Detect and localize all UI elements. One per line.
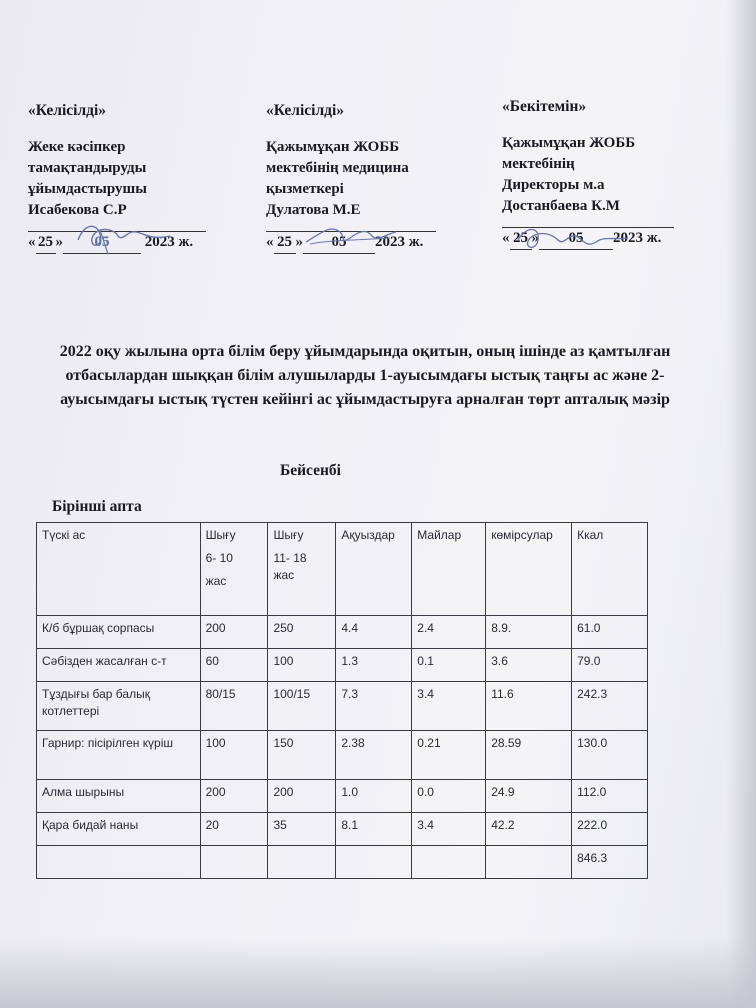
approval-signer-name: Исабекова С.Р <box>28 202 127 218</box>
header-kcal: Ккал <box>572 523 648 616</box>
table-total-row <box>37 846 648 879</box>
menu-table <box>36 522 648 879</box>
approval-block-entrepreneur <box>28 100 206 254</box>
cell-output-11-18: 250 <box>268 616 336 649</box>
cell-fat: 3.4 <box>412 813 486 846</box>
week-label: Бірінші апта <box>52 498 142 515</box>
cell-output-11-18: 200 <box>268 780 336 813</box>
cell-meal: Қара бидай наны <box>37 813 201 846</box>
approval-line: Қажымұқан ЖОББ <box>266 139 400 155</box>
cell-kcal: 222.0 <box>572 813 648 846</box>
cell-fat: 0.0 <box>412 780 486 813</box>
approval-line: Жеке кәсіпкер <box>28 139 126 155</box>
approval-block-medical <box>266 100 436 254</box>
cell-output-11-18: 100 <box>268 649 336 682</box>
cell-protein: 1.0 <box>336 780 412 813</box>
cell-meal: Алма шырыны <box>37 780 201 813</box>
cell-protein: 4.4 <box>336 616 412 649</box>
cell-output-6-10: 200 <box>200 780 268 813</box>
page-shadow-edge <box>726 0 756 1008</box>
header-output-6-10: Шығу 6- 10 жас <box>200 523 268 616</box>
approval-line: қызметкері <box>266 181 344 197</box>
table-row <box>37 731 648 780</box>
cell-carbs: 3.6 <box>486 649 572 682</box>
cell-output-6-10: 200 <box>200 616 268 649</box>
signature-line <box>28 223 206 232</box>
cell-carbs: 28.59 <box>486 731 572 780</box>
cell-meal: Тұздығы бар балық котлеттері <box>37 682 201 731</box>
cell-kcal: 79.0 <box>572 649 648 682</box>
cell-output-11-18: 100/15 <box>268 682 336 731</box>
signature-line <box>502 219 674 228</box>
cell-fat: 0.1 <box>412 649 486 682</box>
cell-kcal-total: 846.3 <box>572 846 648 879</box>
approval-heading: «Келісілді» <box>266 102 345 119</box>
cell-fat: 2.4 <box>412 616 486 649</box>
cell-output-11-18: 35 <box>268 813 336 846</box>
cell-carbs: 24.9 <box>486 780 572 813</box>
cell-protein: 2.38 <box>336 731 412 780</box>
cell-meal: К/б бұршақ сорпасы <box>37 616 201 649</box>
approval-heading: «Келісілді» <box>28 102 107 119</box>
cell-carbs: 8.9. <box>486 616 572 649</box>
table-header-row <box>37 523 648 616</box>
header-meal: Түскі ас <box>37 523 201 616</box>
cell-fat <box>412 846 486 879</box>
cell-output-6-10: 20 <box>200 813 268 846</box>
cell-carbs: 11.6 <box>486 682 572 731</box>
approval-date: « 25 » 05 2023 ж. <box>28 232 206 254</box>
approval-line: Қажымұқан ЖОББ <box>502 135 636 151</box>
cell-output-11-18: 150 <box>268 731 336 780</box>
table-row <box>37 682 648 731</box>
approval-heading: «Бекітемін» <box>502 98 587 115</box>
approval-block-director <box>502 96 674 250</box>
cell-fat: 0.21 <box>412 731 486 780</box>
approval-line: тамақтандыруды <box>28 160 147 176</box>
cell-fat: 3.4 <box>412 682 486 731</box>
cell-protein: 1.3 <box>336 649 412 682</box>
approval-line: ұйымдастырушы <box>28 181 147 197</box>
header-protein: Ақуыздар <box>336 523 412 616</box>
cell-protein: 8.1 <box>336 813 412 846</box>
signature-line <box>266 223 436 232</box>
table-row <box>37 813 648 846</box>
table-row <box>37 780 648 813</box>
cell-carbs: 42.2 <box>486 813 572 846</box>
page-shadow-bottom <box>0 938 756 1008</box>
approval-date: « 25 » 05 2023 ж. <box>502 228 674 250</box>
day-of-week: Бейсенбі <box>280 462 341 479</box>
approval-signer-name: Дулатова М.Е <box>266 202 361 218</box>
cell-output-11-18 <box>268 846 336 879</box>
cell-meal <box>37 846 201 879</box>
approval-line: мектебінің <box>502 156 575 172</box>
cell-carbs <box>486 846 572 879</box>
cell-meal: Гарнир: пісірілген күріш <box>37 731 201 780</box>
cell-kcal: 130.0 <box>572 731 648 780</box>
header-output-11-18: Шығу 11- 18 жас <box>268 523 336 616</box>
approval-signer-name: Достанбаева К.М <box>502 198 620 214</box>
cell-output-6-10: 60 <box>200 649 268 682</box>
table-row <box>37 616 648 649</box>
approval-line: мектебінің медицина <box>266 160 409 176</box>
approval-date: « 25 » 05 2023 ж. <box>266 232 436 254</box>
cell-kcal: 112.0 <box>572 780 648 813</box>
cell-protein <box>336 846 412 879</box>
cell-output-6-10 <box>200 846 268 879</box>
table-row <box>37 649 648 682</box>
cell-kcal: 242.3 <box>572 682 648 731</box>
header-carbs: көмірсулар <box>486 523 572 616</box>
cell-kcal: 61.0 <box>572 616 648 649</box>
document-title: 2022 оқу жылына орта білім беру ұйымдарында оқитын, оның ішінде аз қамтылған отбасылардан шыққан білім алушыларды 1-ауысымдағы ыстық таңғы ас және 2-ауысымдағы ыстық түстен кейінгі ас ұйымдастыруға арналған төрт апталық мәзір <box>59 343 671 408</box>
cell-protein: 7.3 <box>336 682 412 731</box>
header-fat: Майлар <box>412 523 486 616</box>
cell-meal: Сәбізден жасалған с-т <box>37 649 201 682</box>
cell-output-6-10: 80/15 <box>200 682 268 731</box>
cell-output-6-10: 100 <box>200 731 268 780</box>
approval-line: Директоры м.а <box>502 177 605 193</box>
